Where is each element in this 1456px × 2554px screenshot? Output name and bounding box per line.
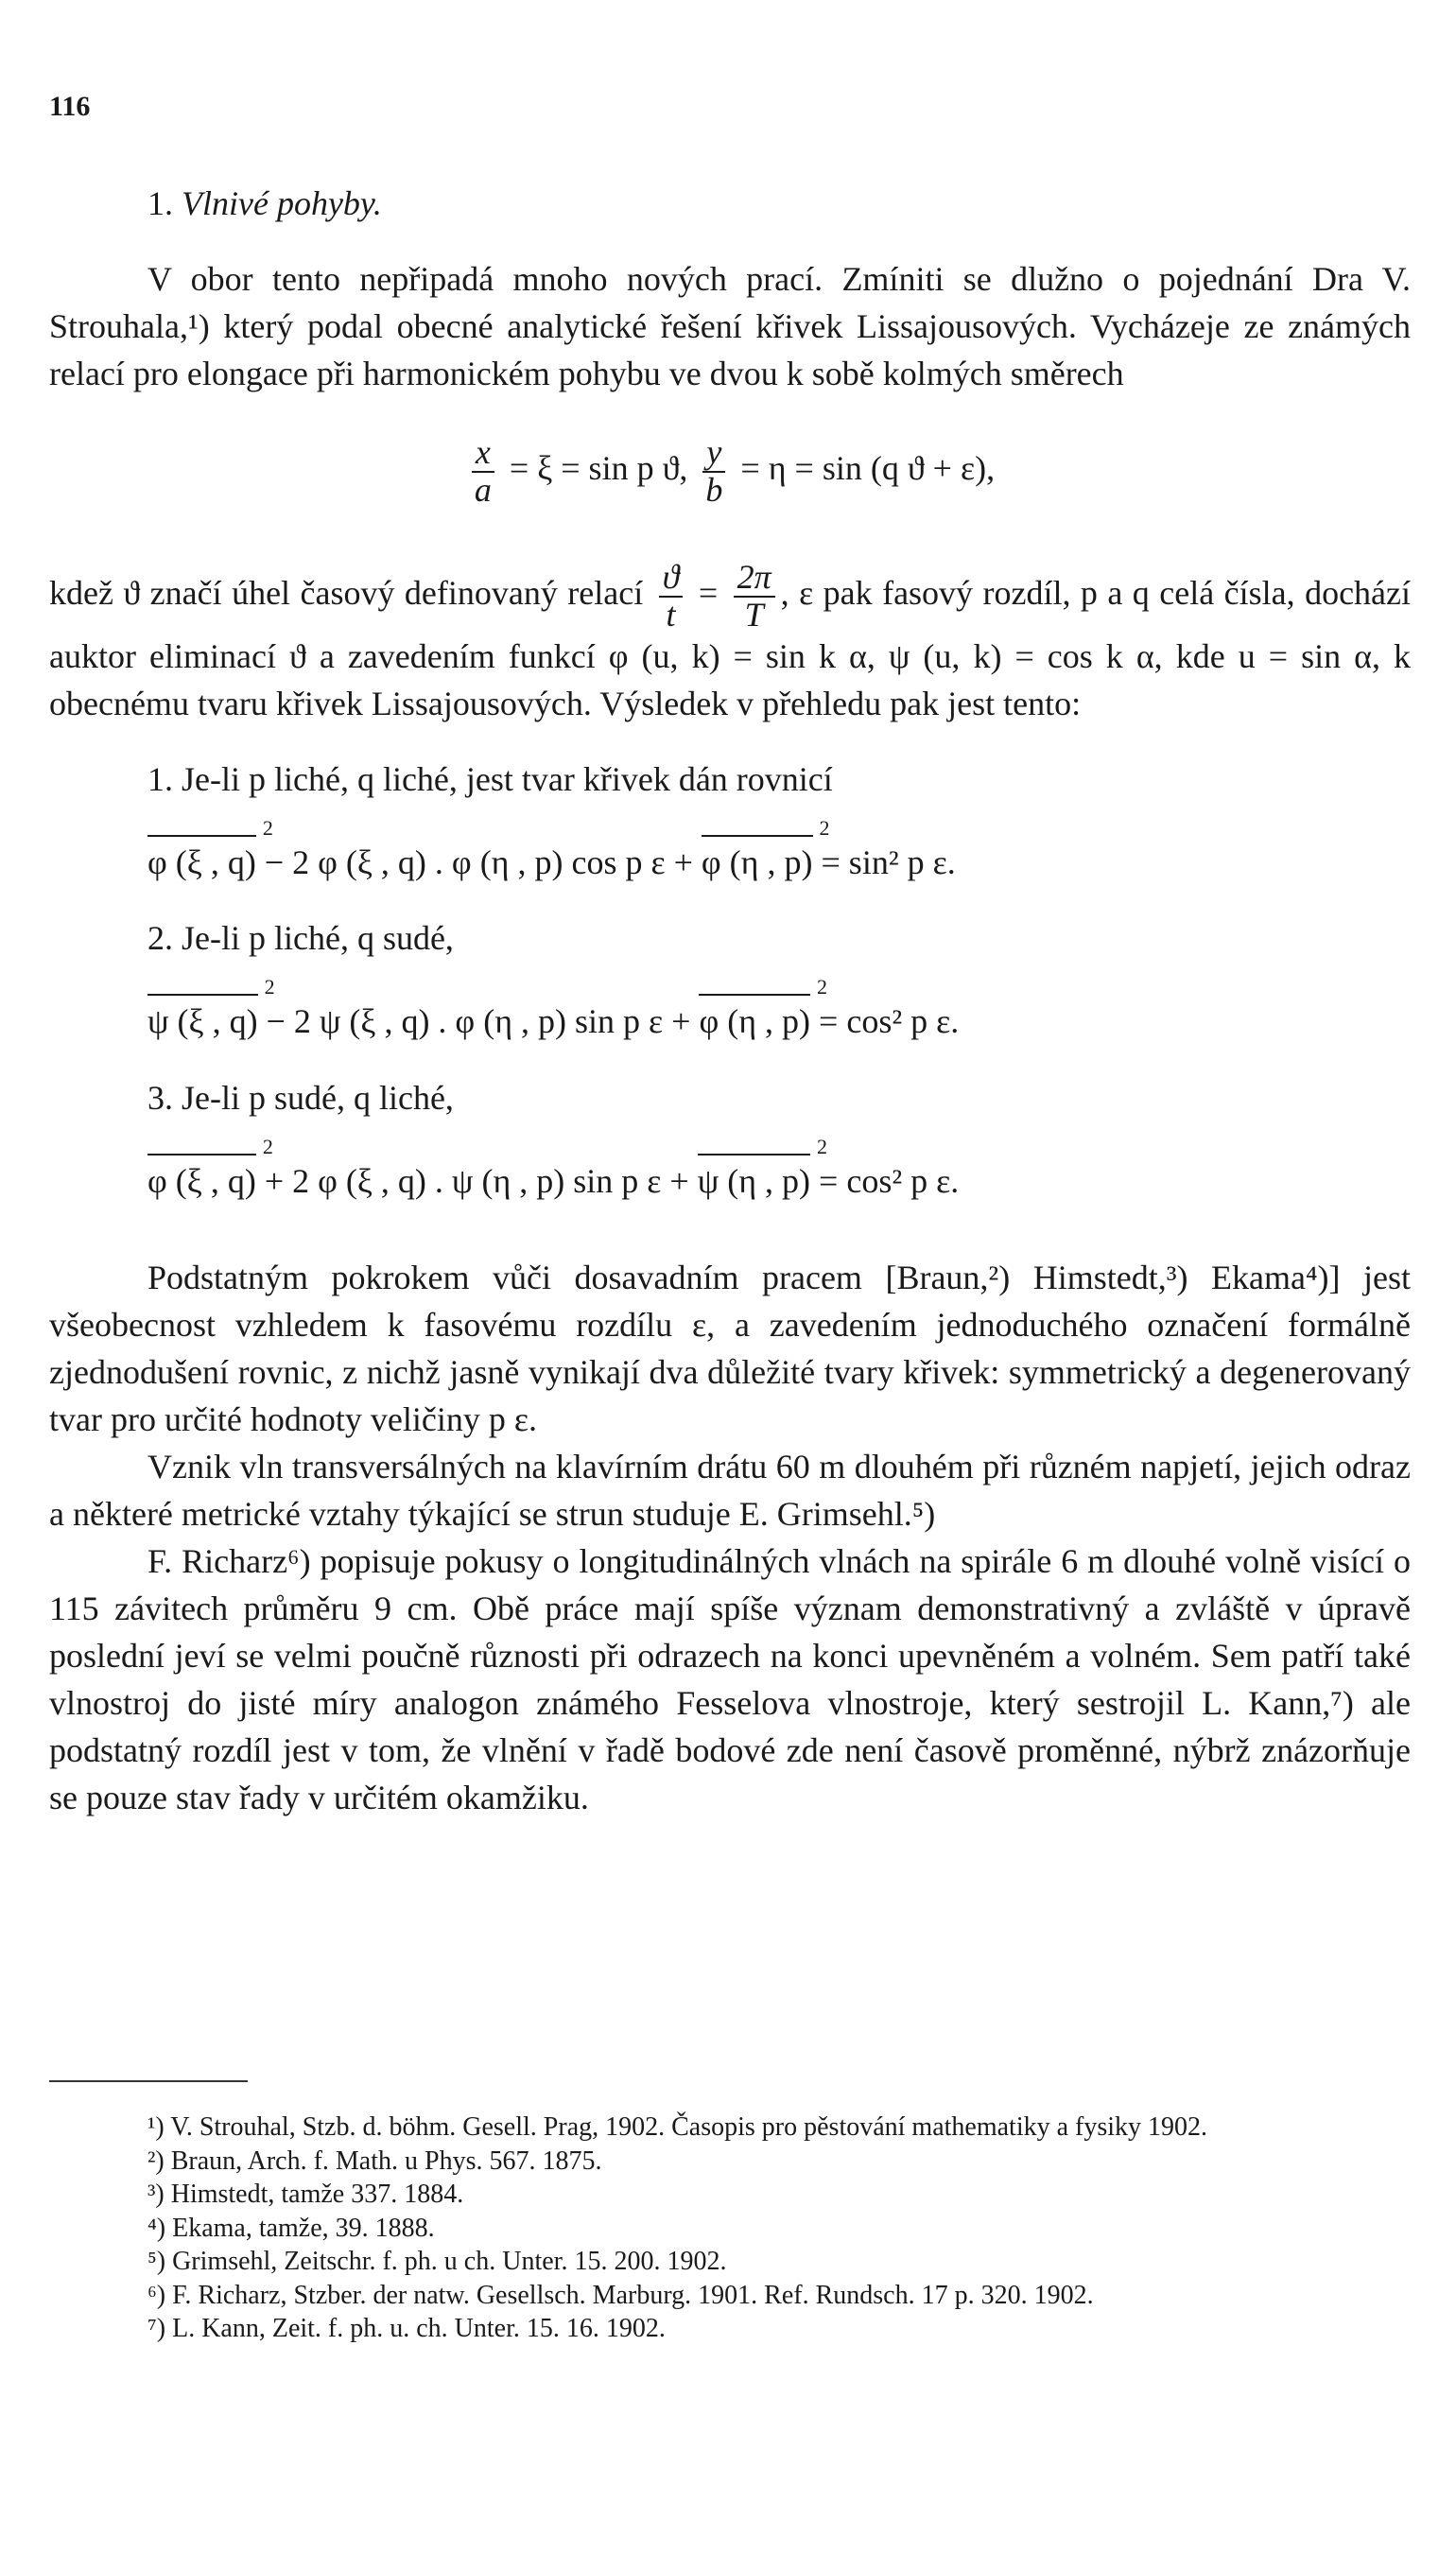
equation-middle: − 2 φ (ξ , q) . φ (η , p) cos p ε + (255, 843, 702, 882)
fraction-x-over-a (471, 435, 495, 509)
equation-rhs: = cos² p ε. (810, 1002, 960, 1041)
equation-rhs: = sin² p ε. (812, 843, 956, 882)
term-text: φ (ξ , q) (147, 1161, 256, 1200)
footnote-3: ³) Himstedt, tamže 337. 1884. (147, 2180, 464, 2210)
fraction-denominator: b (705, 470, 723, 509)
square-exponent: 2 (817, 1134, 828, 1158)
square-exponent: 2 (264, 975, 275, 999)
footnote-rule (49, 2080, 248, 2082)
case-3-equation (147, 1134, 1411, 1205)
equation-part: = η = sin (q ϑ + ε), (740, 449, 996, 488)
fraction-denominator: a (474, 470, 492, 509)
fraction-numerator: y (702, 435, 725, 473)
term-text: φ (ξ , q) (147, 843, 256, 882)
overbar-term (147, 1134, 273, 1205)
fraction-2pi-over-T (734, 557, 775, 634)
equation-rhs: = cos² p ε. (810, 1161, 960, 1200)
overbar-term (147, 816, 273, 886)
section-heading (147, 180, 1411, 227)
case-2-equation (147, 975, 1411, 1045)
fraction-y-over-b (702, 435, 726, 509)
overbar-term (697, 1134, 828, 1205)
footnote-6: ⁶) F. Richarz, Stzber. der natw. Gesellsch. Marburg. 1901. Ref. Rundsch. 17 p. 320. 1902. (147, 2280, 1094, 2310)
square-exponent: 2 (819, 816, 830, 841)
case-1-label: 1. Je-li p liché, q liché, jest tvar křivek dán rovnicí (147, 760, 833, 799)
equation-part: = ξ = sin p ϑ, (509, 449, 688, 488)
footnote-2: ²) Braun, Arch. f. Math. u Phys. 567. 1875. (147, 2146, 602, 2176)
intro-paragraph: V obor tento nepřipadá mnoho nových prací. Zmíniti se dlužno o pojednání Dra V. Strouhala,¹) který podal obecné analytické řešení křivek Lissajousových. Vycházeje ze známých relací pro elongace při harmonickém pohybu ve dvou k sobě kolmých směrech (49, 260, 1411, 393)
overbar-term (701, 816, 830, 886)
footnotes (49, 2080, 1411, 2346)
fraction-theta-over-t (659, 557, 684, 634)
case-1-equation (147, 816, 1411, 886)
overbar-term (147, 975, 275, 1045)
relation-paragraph (49, 557, 1412, 728)
footnote-5: ⁵) Grimsehl, Zeitschr. f. ph. u ch. Unter. 15. 200. 1902. (147, 2247, 727, 2277)
footnote-4: ⁴) Ekama, tamže, 39. 1888. (147, 2213, 435, 2243)
equation-middle: + 2 φ (ξ , q) . ψ (η , p) sin p ε + (255, 1161, 698, 1200)
body-paragraphs (49, 1254, 1411, 1821)
fraction-numerator: x (472, 435, 494, 473)
term-text: φ (η , p) (699, 1002, 811, 1041)
overbar-term (699, 975, 828, 1045)
term-text: φ (η , p) (701, 843, 813, 882)
footnote-7: ⁷) L. Kann, Zeit. f. ph. u. ch. Unter. 15. 16. 1902. (147, 2314, 666, 2344)
paragraph-grimsehl: Vznik vln transversálných na klavírním drátu 60 m dlouhém při různém napjetí, jejich odraz a některé metrické vztahy týkající se strun studuje E. Grimsehl.⁵) (49, 1447, 1411, 1533)
relation-text-after: , ε pak fasový rozdíl, p a q celá čísla, dochází auktor eliminací ϑ a zavedením funkcí φ (u, k) = sin k α, ψ (u, k) = cos k α, kde u = sin α, k obecnému tvaru křivek Lissajousových. Výsledek v přehledu pak jest tento: (49, 573, 1412, 723)
fraction-denominator: t (666, 595, 676, 634)
square-exponent: 2 (817, 975, 828, 999)
relation-equals: = (698, 573, 719, 612)
term-text: ψ (η , p) (697, 1161, 811, 1200)
main-content (49, 180, 1411, 1821)
relation-text-before: kdež ϑ značí úhel časový definovaný relací (49, 573, 644, 612)
fraction-numerator: ϑ (659, 560, 684, 598)
fraction-denominator: T (744, 595, 764, 634)
term-text: ψ (ξ , q) (147, 1002, 258, 1041)
fraction-numerator: 2π (734, 560, 775, 598)
case-2-label: 2. Je-li p liché, q sudé, (147, 919, 454, 958)
square-exponent: 2 (262, 1134, 273, 1158)
case-3-label: 3. Je-li p sudé, q liché, (147, 1078, 454, 1117)
equation-middle: − 2 ψ (ξ , q) . φ (η , p) sin p ε + (257, 1002, 700, 1041)
page-number: 116 (49, 91, 91, 122)
section-number: 1. (147, 184, 173, 222)
paragraph-progress: Podstatným pokrokem vůči dosavadním pracem [Braun,²) Himstedt,³) Ekama⁴)] jest všeobecnost vzhledem k fasovému rozdílu ε, a zavedením jednoduchého označení formálně zjednodušení rovnic, z nichž jasně vynikají dva důležité tvary křivek: symmetrický a degenerovaný tvar pro určité hodnoty veličiny p ε. (49, 1258, 1411, 1438)
paragraph-richarz: F. Richarz⁶) popisuje pokusy o longitudinálných vlnách na spirále 6 m dlouhé volně visící o 115 závitech průměru 9 cm. Obě práce mají spíše význam demonstrativný a zvláště v úpravě poslední jeví se velmi poučně různosti při odrazech na konci upevněném a volném. Sem patří také vlnostroj do jisté míry analogon známého Fesselova vlnostroje, který sestrojil L. Kann,⁷) ale podstatný rozdíl jest v tom, že vlnění v řadě bodové zde není časově proměnné, nýbrž znázorňuje se pouze stav řady v určitém okamžiku. (49, 1541, 1411, 1816)
main-equation (49, 435, 1411, 509)
square-exponent: 2 (262, 816, 273, 841)
section-title: Vlnivé pohyby. (182, 184, 382, 222)
footnote-1: ¹) V. Strouhal, Stzb. d. böhm. Gesell. Prag, 1902. Časopis pro pěstování mathematiky a fysiky 1902. (147, 2112, 1208, 2142)
